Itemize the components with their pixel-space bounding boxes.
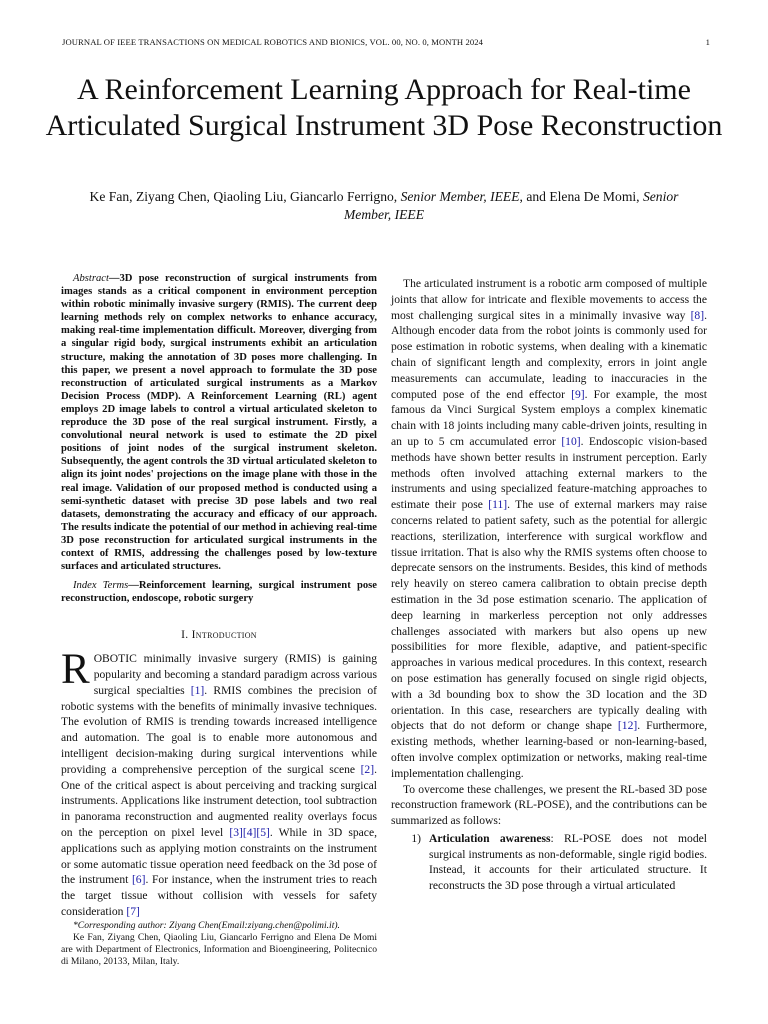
text-run: . One of the critical aspect is about perceiving and tracking surgical instruments. Applications like instrument detection, tool subtraction in panorama reconstruction and augmented reality overlays focus on the perception on pixel level [61,762,377,839]
text-run: The articulated instrument is a robotic arm composed of multiple joints that allow for intricate and flexible movements to access the most challenging surgical sites in a minimally invasive way [391,277,707,322]
intro-paragraph-1 [61,646,378,920]
corresponding-author-text: *Corresponding author: Ziyang Chen(Email:ziyang.chen@polimi.it). [73,920,340,931]
text-run: . Furthermore, existing methods, whether learning-based or non-learning-based, often involve complex optimization or networks, making real-time implementation challenging. [391,719,707,780]
text-run: . Endoscopic vision-based methods have shown better results in instrument perception. Early methods often involved attaching external markers to the instruments and using specialized feature-matching approaches to estimate their pose [391,434,707,512]
contribution-item [391,831,707,894]
index-terms-text: —Reinforcement learning, surgical instrument pose reconstruction, endoscope, robotic surgery [61,580,377,605]
contribution-number: 1) [411,831,421,845]
author-role-1: Senior Member, IEEE [400,189,520,204]
page-number: 1 [705,37,710,47]
citation-link[interactable]: [9] [571,387,585,401]
citation-link[interactable]: [4] [242,825,257,839]
intro-paragraph-3: To overcome these challenges, we present the RL-based 3D pose reconstruction framework (RL-POSE), and the contributions can be summarized as follows: [391,782,707,828]
running-head [62,37,710,47]
affiliation-note: Ke Fan, Ziyang Chen, Qiaoling Liu, Giancarlo Ferrigno and Elena De Momi are with Department of Electronics, Information and Bioengineering, Politecnico di Milano, 20133, Milan, Italy. [61,932,377,968]
citation-link[interactable]: [2] [360,762,375,776]
text-run: . While in 3D space, applications such as applying motion constraints on the instrument or some automatic tissue operation need feedback on the 3d pose of the instrument [61,825,377,887]
journal-header: JOURNAL OF IEEE TRANSACTIONS ON MEDICAL ROBOTICS AND BIONICS, VOL. 00, NO. 0, MONTH 2024 [62,37,484,47]
index-terms [61,579,377,605]
citation-link[interactable]: [1] [190,683,205,697]
citation-link[interactable]: [5] [256,825,270,839]
citation-link[interactable]: [8] [690,308,705,322]
corresponding-author-note [61,920,377,932]
citation-link[interactable]: [11] [488,498,508,512]
contribution-body: : RL-POSE does not model surgical instruments as non-deformable, single rigid bodies. Instead, it accounts for their articulated structure. It reconstructs the 3D pose through a virtual articulated [429,831,708,893]
text-run: . For instance, when the instrument tries to reach the target tissue without collision with vessels for safety consideration [61,873,377,918]
index-terms-label: Index Terms [73,580,129,592]
text-run: . For example, the most famous da Vinci Surgical System employs a complex kinematic chain with 18 joints including many cable-driven joints, resulting in an up to 5 cm accumulated error [391,387,707,448]
author-list [70,188,698,224]
intro-paragraph-1-text [61,646,378,918]
citation-link[interactable]: [10] [561,434,581,448]
author-role-2: Senior Member, IEEE [343,189,679,222]
citation-link[interactable]: [12] [617,719,638,733]
text-run: OBOTIC minimally invasive surgery (RMIS) is gaining popularity and becoming a standard paradigm across various surgical specialties [93,652,377,697]
paper-title: A Reinforcement Learning Approach for Real-time Articulated Surgical Instrument 3D Pose Reconstruction [45,73,723,142]
text-run: . The use of external markers may raise concerns related to patient safety, such as the potential for allergic reactions, sterilization, interference with surgical workflow and tissue irritation. That is also why the RMIS systems often choose to deprecate sensors on the instruments. Besides, this kind of methods rely heavily on stereo camera calibration to obtain precise depth estimation in the 3d pose estimation scenario. The application of deep learning in markerless perception not only addresses challenges associated with markers but also opens up new possibilities for more flexible, adaptive, and patient-specific approaches in various medical procedures. In this context, research on pose estimation has generally focused on single rigid objects, with a 3d bounding box to show the 3D location and the 3D orientation. In this case, researchers are typically dealing with objects that do not deform or change shape [391,498,707,733]
left-column [61,272,377,920]
drop-cap: R [61,646,90,694]
contribution-title: Articulation awareness [429,831,551,845]
abstract-label: Abstract [73,273,109,284]
right-column [391,276,707,894]
citation-link[interactable]: [3] [229,825,243,839]
abstract [61,272,377,573]
abstract-text: —3D pose reconstruction of surgical instruments from images stands as a critical component in environment perception within robotic minimally invasive surgery (RMIS). The current deep learning methods rely on complex networks to enhance accuracy, making real-time implementation difficult. Moreover, diverging from a singular rigid body, surgical instruments exhibit an articulation structure, making the annotation of 3D poses more challenging. In this paper, we present a novel approach to formulate the 3D pose reconstruction of articulated surgical instruments as a Markov Decision Process (MDP). A Reinforcement Learning (RL) agent employs 2D image labels to control a virtual articulated skeleton to reproduce the 3D pose of the real surgical instrument. Firstly, a convolutional neural network is used to estimate the 2D pixel positions of joint nodes of the surgical instrument skeleton. Subsequently, the agent controls the 3D virtual articulated skeleton to align its joint nodes' projections on the image plane with those in the real image. Validation of our proposed method is conducted using a semi-synthetic dataset with precise 3D pose labels and two real datasets, demonstrating the accuracy and efficacy of our approach. The results indicate the potential of our method in achieving real-time 3D pose reconstruction for articulated surgical instruments in the context of RMIS, addressing the challenges posed by low-texture surfaces and articulated structures. [61,273,377,573]
citation-link[interactable]: [6] [131,873,146,887]
author-names-1: Ke Fan, Ziyang Chen, Qiaoling Liu, Giancarlo Ferrigno, [89,189,401,204]
footnote [61,920,377,968]
text-run: . Although encoder data from the robot joints is commonly used for pose estimation in robotic systems, when dealing with a kinematic chain of significant length and complexity, errors in joint angle measurements can accumulate, leading to inaccuracies in the computed pose of the end effector [391,308,707,401]
author-names-2: , and Elena De Momi, [519,189,643,204]
contribution-text [429,831,707,894]
text-run: . RMIS combines the precision of robotic systems with the benefits of minimally invasive techniques. The evolution of RMIS is trending towards increased intelligence and automation. The goal is to enable more autonomous and intelligent decision-making during surgical interventions while providing a comprehensive perception of the surgical scene [61,683,378,776]
citation-link[interactable]: [7] [126,904,140,918]
intro-paragraph-2 [391,276,707,782]
section-heading-introduction: I. Introduction [181,628,257,642]
